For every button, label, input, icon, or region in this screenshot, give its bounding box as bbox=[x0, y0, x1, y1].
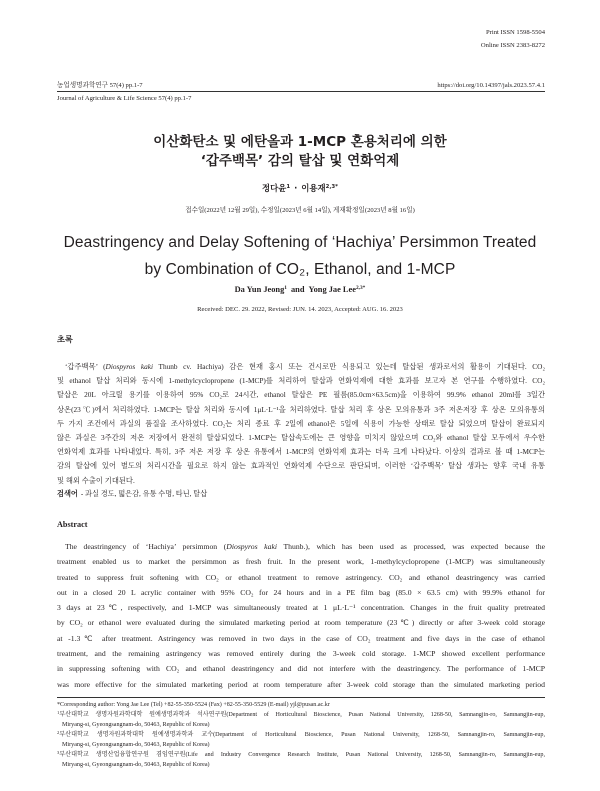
abstract-en-line: at -1.3℃ after treatment. Astringency was removed in two days in the case of CO₂ treatment and five days in the case of ethanol bbox=[57, 633, 545, 643]
author-en-2: Yong Jae Lee bbox=[308, 285, 356, 294]
author-ko-1-affil: 1 bbox=[286, 184, 291, 190]
abstract-en-line1-pre: The deastringency of ‘Hachiya’ persimmon ( bbox=[65, 542, 227, 551]
abstract-ko-line1-post: Thunb cv. Hachiya) 감은 현재 홍시 또는 건시로만 식용되고 있는데 탈삽된 생과로서의 활용이 기대된다. CO₂ bbox=[153, 362, 545, 371]
affiliation-mark: 3 bbox=[57, 750, 60, 755]
abstract-en-line: was more effective for the simulated marketing period at room temperature after 3-week cold storage than the simulated marketing period bbox=[57, 679, 545, 689]
author-en-2-affil: 2,3* bbox=[355, 285, 366, 291]
abstract-en bbox=[57, 539, 545, 692]
abstract-ko-line: 않은 과실은 3주간의 저온 저장에서 완전히 탈삽되었다. 1-MCP는 탈삽속도에는 큰 영향을 미치지 않았으며 CO₂와 ethanol 탈삽 모두에서 우수한 bbox=[57, 432, 545, 442]
author-conjunction: and bbox=[290, 285, 305, 294]
affiliation-note bbox=[57, 750, 545, 760]
keywords-list: - 과실 경도, 떫은감, 유통 수명, 타닌, 탈삽 bbox=[80, 490, 208, 498]
author-ko-1: 정다윤 bbox=[262, 183, 287, 193]
title-ko-line1: 이산화탄소 및 에탄올과 1-MCP 혼용처리에 의한 bbox=[153, 134, 447, 150]
affiliation-text: 부산대학교 생명자원과학대학 원예생명과학과 교수(Department of Horticultural Bioscience, Pusan National University, 1268-50, Samnangjin-ro, Samnangjin-eup, bbox=[59, 732, 545, 738]
abstract-en-line: out in a closed 20 L acrylic container with 95% CO₂ for 24 hours and in a PE film bag (85.0 × 63.5 cm) with 99.9% ethanol for bbox=[57, 587, 545, 597]
doi-link[interactable]: https://doi.org/10.14397/jals.2023.57.4.1 bbox=[437, 82, 545, 89]
abstract-en-line: treated to suppress fruit softening with CO₂ or ethanol treatment to remove astringency. CO₂ and ethanol deastringency was carried bbox=[57, 572, 545, 582]
affiliation-mark: 2 bbox=[57, 730, 60, 735]
header-rule bbox=[57, 91, 545, 92]
author-ko-2-affil: 2,3* bbox=[325, 184, 338, 190]
authors-en bbox=[0, 284, 600, 296]
affiliation-note-continued: Miryang-si, Gyeongsangnam-do, 50463, Republic of Korea) bbox=[62, 742, 210, 748]
abstract-ko-line: 및 ethanol 탈삽 처리와 동시에 1-methylcyclopropene (1-MCP)를 처리하여 탈삽과 연화억제에 대한 효과를 보고자 본 연구를 수행하였다. CO₂ bbox=[57, 376, 545, 386]
affiliation-text: 부산대학교 생명자원과학대학 원예생명과학과 석사연구원(Department of Horticultural Bioscience, Pusan National University, 1268-50, Samnangjin-ro, Samnangjin-eup, bbox=[59, 712, 545, 718]
abstract-ko-line: 상온(23℃)에서 처리하였다. 1-MCP는 탈삽 처리와 동시에 1μL·L⁻¹을 처리하였다. 탈삽 처리 후 상온 모의유통과 3주 저온저장 후 상온 모의유통의 bbox=[57, 404, 545, 414]
affiliation-note bbox=[57, 730, 545, 740]
abstract-en-line1-post: Thunb.), which has been used as processed, was expected because the bbox=[277, 542, 546, 551]
affiliation-note-continued: Miryang-si, Gyeongsangnam-do, 50463, Republic of Korea) bbox=[62, 722, 210, 728]
title-en-line1: Deastringency and Delay Softening of ‘Hachiya’ Persimmon Treated bbox=[63, 234, 537, 251]
species-name: Diospyros kaki bbox=[226, 542, 277, 551]
author-en-1-affil: 1 bbox=[284, 285, 287, 291]
abstract-ko-heading: 초록 bbox=[57, 335, 73, 344]
keywords-label: 검색어 bbox=[57, 490, 78, 498]
affiliation-mark: 1 bbox=[57, 710, 60, 715]
footnotes bbox=[57, 700, 545, 770]
online-issn: Online ISSN 2383-8272 bbox=[480, 42, 545, 49]
abstract-ko-line: 연화억제 효과를 나타내었다. 특히, 3주 저온 저장 후 상온 유통에서 1-MCP의 연화억제 효과는 더욱 크게 나타났다. 이상의 결과로 볼 때 1-MCP는 bbox=[57, 447, 545, 457]
keywords-ko bbox=[57, 489, 207, 499]
abstract-en-heading: Abstract bbox=[57, 520, 88, 529]
abstract-en-line: 3 days at 23℃, respectively, and 1-MCP was simultaneously treated at 1 μL·L⁻¹ concentration. Changes in the fruit quality pretreated bbox=[57, 603, 545, 613]
title-ko-line2: ‘갑주백목’ 감의 탈삽 및 연화억제 bbox=[200, 153, 400, 169]
abstract-ko-line: 탈삽은 20L 아크릴 용기를 이용하여 95% CO₂로 24시간, ethanol 탈삽은 PE 필름(85.0cm×63.5cm)을 이용하여 99.9% ethanol 20ml를 3일간 bbox=[57, 390, 545, 400]
abstract-en-line: by CO₂ or ethanol were evaluated during the simulated marketing period at room temperature (23℃) directly or after 3-week cold storage bbox=[57, 618, 545, 628]
author-en-1: Da Yun Jeong bbox=[234, 285, 285, 294]
abstract-ko bbox=[57, 360, 545, 488]
footnote-rule bbox=[57, 697, 545, 698]
author-separator: · bbox=[294, 183, 298, 193]
affiliation-note bbox=[57, 710, 545, 720]
abstract-ko-line: 및 해외 수출이 기대된다. bbox=[57, 475, 135, 485]
title-en-line2: by Combination of CO₂, Ethanol, and 1-MCP bbox=[144, 261, 456, 278]
print-issn: Print ISSN 1598-5504 bbox=[486, 29, 545, 36]
dates-ko: 접수일(2022년 12월 29일), 수정일(2023년 6월 14일), 게재확정일(2023년 8월 16일) bbox=[185, 207, 415, 214]
abstract-ko-line1-pre: ‘갑주백목’ ( bbox=[65, 362, 106, 371]
abstract-en-line: treatment, and the remaining astringency was removed entirely during the 3-week cold storage. 1-MCP showed excellent performance bbox=[57, 649, 545, 659]
abstract-ko-line: 두 가지 조건에서 과실의 품질을 조사하였다. CO₂는 처리 종료 후 2일에 ethanol은 5일에 식용이 가능한 상태로 탈삽 되었으며 탈삽이 완료되지 bbox=[57, 418, 545, 428]
abstract-en-line bbox=[57, 539, 545, 554]
corresponding-author-note: *Corresponding author: Yong Jae Lee (Tel) +82-55-350-5524 (Fax) +82-55-350-5529 (E-mail) yjl@pusan.ac.kr bbox=[57, 702, 330, 708]
author-ko-2: 이용재 bbox=[301, 183, 326, 193]
journal-title-en: Journal of Agriculture & Life Science 57(4) pp.1-7 bbox=[57, 95, 192, 102]
journal-title-ko: 농업생명과학연구 57(4) pp.1-7 bbox=[57, 82, 143, 89]
abstract-en-line: in suppressing softening with CO₂ and ethanol deastringency and did not interfere with the deastringency. The performance of 1-MCP bbox=[57, 664, 545, 674]
abstract-en-line: treatment enabled us to market the persimmon as fresh fruit. In the present work, 1-methylcyclopropene (1-MCP) was simultaneously bbox=[57, 557, 545, 567]
abstract-ko-line: 감의 탈삽에 있어 별도의 처리시간을 필요로 하지 않는 효과적인 연화억제 수단으로 판단되며, 이러한 ‘갑주백목’ 탈삽 생과는 향후 국내 유통 bbox=[57, 461, 545, 471]
authors-ko bbox=[0, 182, 600, 194]
affiliation-note-continued: Miryang-si, Gyeongsangnam-do, 50463, Republic of Korea) bbox=[62, 762, 210, 768]
species-name: Diospyros kaki bbox=[105, 362, 154, 371]
received-dates-en: Received: DEC. 29. 2022, Revised: JUN. 14. 2023, Accepted: AUG. 16. 2023 bbox=[197, 306, 403, 313]
abstract-ko-line bbox=[57, 360, 545, 374]
affiliation-text: 부산대학교 생명산업융합연구원 겸임연구원(Life and Industry Convergence Research Institute, Pusan National University, 1268-50, Samnangjin-ro, Samnangjin-eup, bbox=[59, 752, 545, 758]
